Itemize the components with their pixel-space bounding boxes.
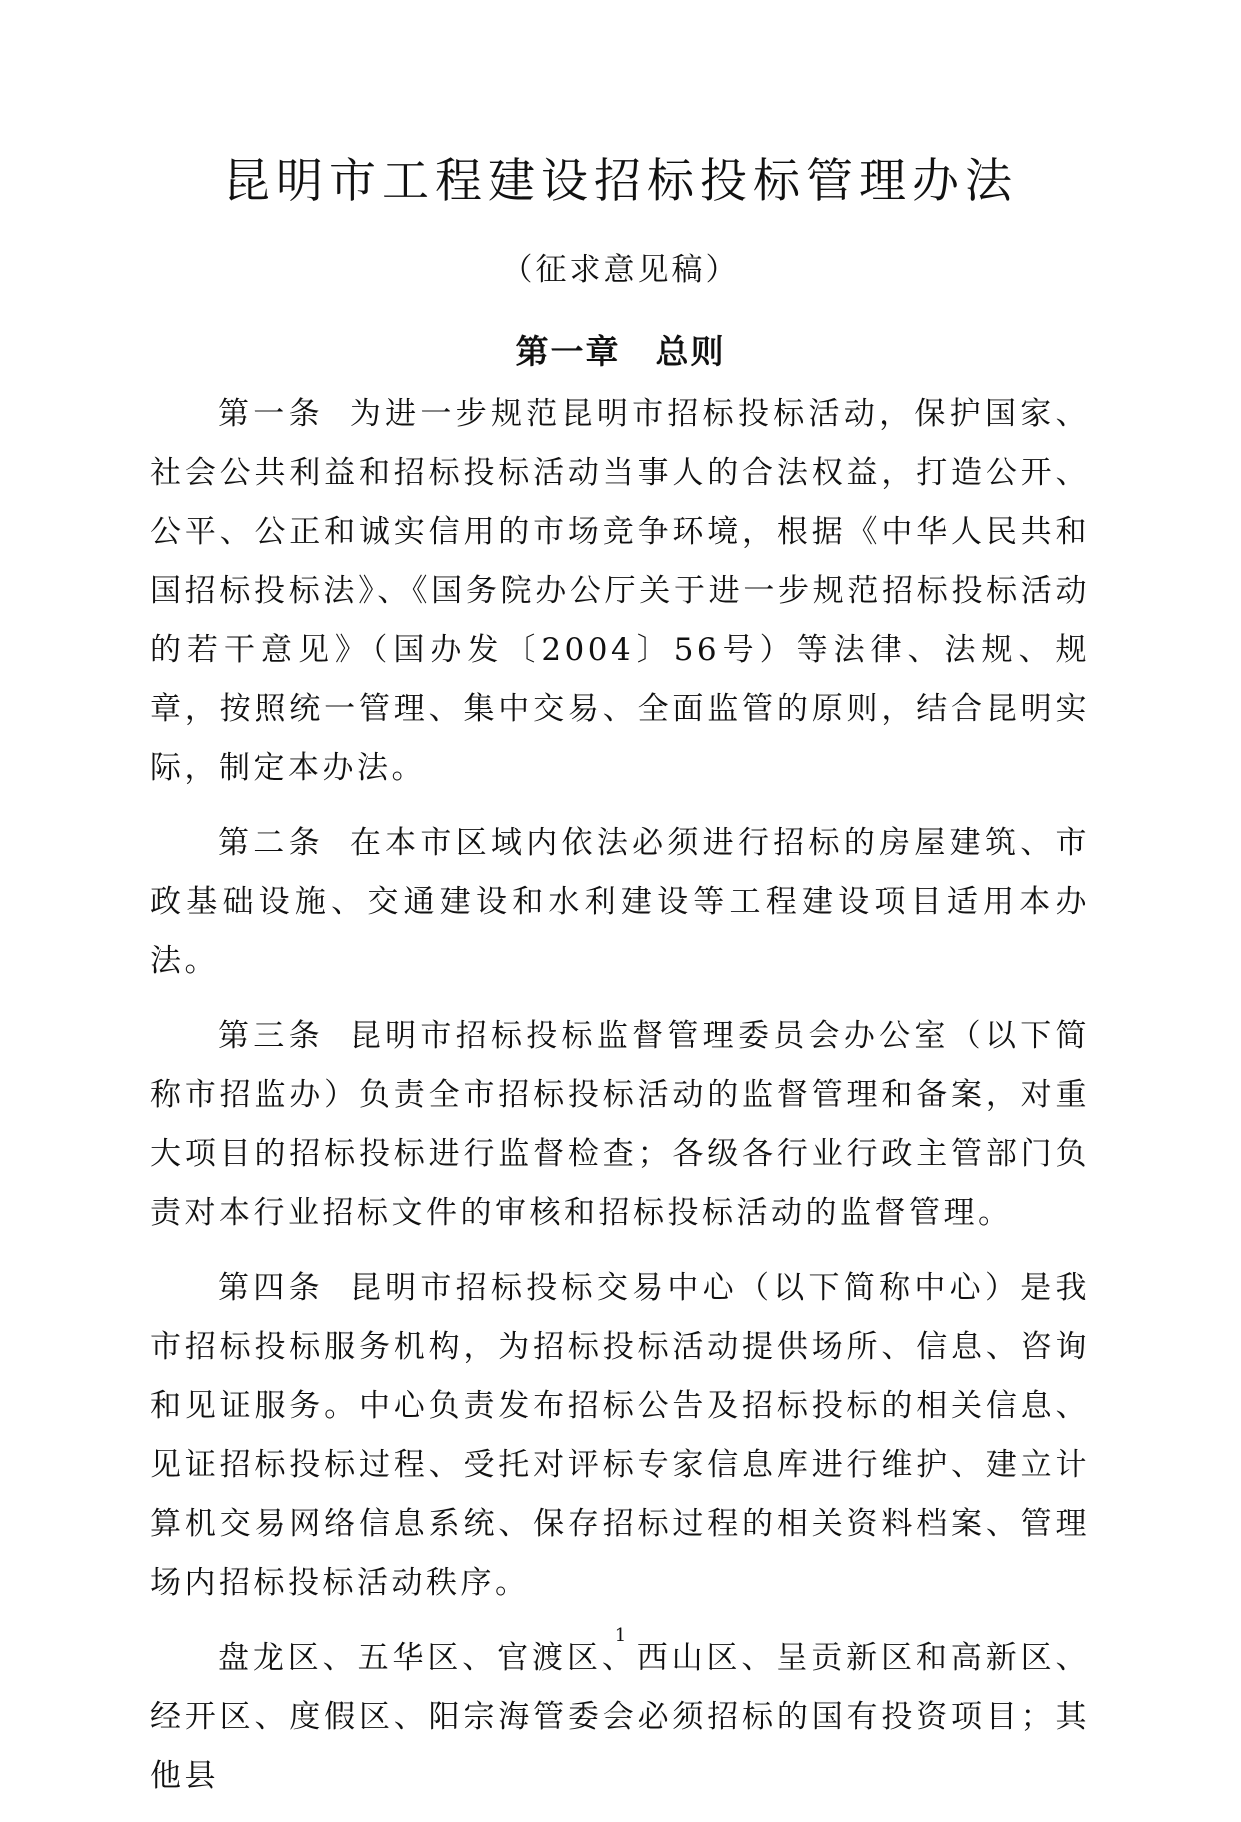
article-number: 第三条 <box>218 1018 324 1054</box>
article-paragraph <box>150 385 1090 798</box>
document-title: 昆明市工程建设招标投标管理办法 <box>223 154 1018 209</box>
paragraph-text: 盘龙区、五华区、官渡区、西山区、呈贡新区和高新区、经开区、度假区、阳宗海管委会必须招标的国有投资项目；其他县 <box>150 1640 1090 1794</box>
document-subtitle: （征求意见稿） <box>501 252 740 288</box>
article-text: 在本市区域内依法必须进行招标的房屋建筑、市政基础设施、交通建设和水利建设等工程建设项目适用本办法。 <box>150 825 1091 979</box>
article-number: 第一条 <box>218 396 324 432</box>
article-text: 为进一步规范昆明市招标投标活动，保护国家、社会公共利益和招标投标活动当事人的合法权益，打造公开、公平、公正和诚实信用的市场竞争环境，根据《中华人民共和国招标投标法》、《国务院办公厅关于进一步规范招标投标活动的若干意见》（国办发〔2004〕56号）等法律、法规、规章，按照统一管理、集中交易、全面监管的原则，结合昆明实际，制定本办法。 <box>150 396 1091 786</box>
body-paragraph <box>150 1629 1090 1806</box>
article-paragraph <box>150 814 1090 991</box>
chapter-heading: 第一章 总则 <box>515 332 726 371</box>
article-text: 昆明市招标投标监督管理委员会办公室（以下简称市招监办）负责全市招标投标活动的监督管理和备案，对重大项目的招标投标进行监督检查；各级各行业行政主管部门负责对本行业招标文件的审核和招标投标活动的监督管理。 <box>150 1018 1091 1231</box>
article-paragraph <box>150 1259 1090 1613</box>
article-text: 昆明市招标投标交易中心（以下简称中心）是我市招标投标服务机构，为招标投标活动提供场所、信息、咨询和见证服务。中心负责发布招标公告及招标投标的相关信息、见证招标投标过程、受托对评标专家信息库进行维护、建立计算机交易网络信息系统、保存招标过程的相关资料档案、管理场内招标投标活动秩序。 <box>150 1270 1091 1601</box>
article-number: 第二条 <box>218 825 324 861</box>
document-body <box>150 385 1090 1822</box>
article-number: 第四条 <box>218 1270 324 1306</box>
page-number: 1 <box>614 1625 627 1646</box>
article-paragraph <box>150 1007 1090 1243</box>
